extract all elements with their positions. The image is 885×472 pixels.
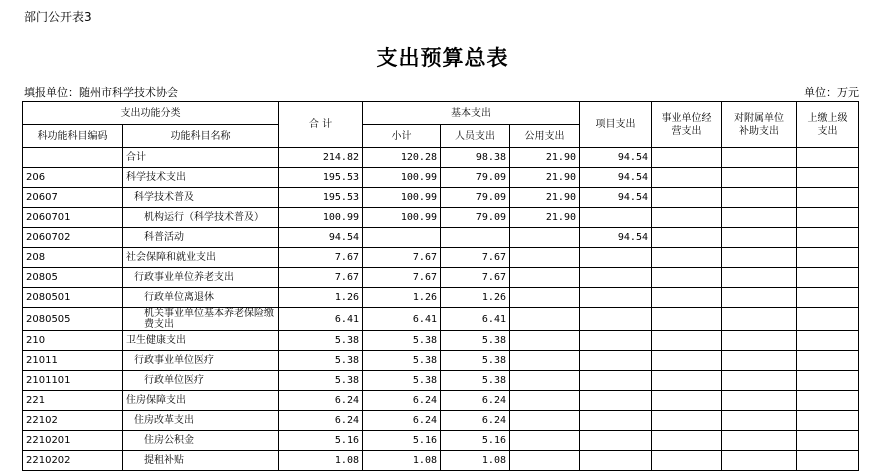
business-cell [652,288,722,308]
upper-cell [797,268,859,288]
upper-cell [797,288,859,308]
total-cell: 195.53 [279,188,363,208]
code-cell: 2080501 [23,288,123,308]
table-row [23,188,859,208]
code-cell [23,148,123,168]
project-cell: 94.54 [580,228,652,248]
subtotal-cell: 7.67 [363,268,441,288]
total-cell: 6.24 [279,391,363,411]
code-cell: 208 [23,248,123,268]
code-cell: 20805 [23,268,123,288]
code-cell: 210 [23,331,123,351]
code-cell: 221 [23,391,123,411]
project-cell [580,351,652,371]
subtotal-cell: 5.16 [363,431,441,451]
personnel-cell [441,228,510,248]
name-cell: 机构运行（科学技术普及） [123,208,279,228]
table-row [23,371,859,391]
personnel-header: 人员支出 [441,125,510,148]
name-cell: 住房改革支出 [123,411,279,431]
project-cell [580,288,652,308]
total-cell: 214.82 [279,148,363,168]
affiliated-cell [722,208,797,228]
table-row [23,331,859,351]
business-cell [652,188,722,208]
business-cell [652,411,722,431]
public-cell: 21.90 [510,208,580,228]
reporting-unit: 填报单位：随州市科学技术协会 [24,86,178,99]
public-cell [510,431,580,451]
affiliated-cell [722,148,797,168]
affiliated-cell [722,371,797,391]
personnel-cell: 79.09 [441,188,510,208]
upper-cell [797,188,859,208]
business-cell [652,351,722,371]
affiliated-cell [722,188,797,208]
upper-cell [797,308,859,331]
table-row [23,288,859,308]
personnel-cell: 6.24 [441,391,510,411]
business-cell [652,228,722,248]
func-class-header: 支出功能分类 [23,102,279,125]
table-row [23,391,859,411]
upper-cell [797,351,859,371]
upper-cell [797,391,859,411]
basic-header: 基本支出 [363,102,580,125]
project-cell [580,208,652,228]
upper-cell [797,431,859,451]
public-cell [510,248,580,268]
public-cell [510,268,580,288]
personnel-cell: 79.09 [441,208,510,228]
upper-cell [797,331,859,351]
business-cell [652,391,722,411]
table-row [23,228,859,248]
project-header: 项目支出 [580,102,652,148]
public-cell [510,451,580,471]
upper-cell [797,371,859,391]
public-cell: 21.90 [510,188,580,208]
public-cell: 21.90 [510,148,580,168]
code-cell: 2060701 [23,208,123,228]
affiliated-cell [722,411,797,431]
business-cell [652,248,722,268]
subtotal-header: 小计 [363,125,441,148]
personnel-cell: 5.16 [441,431,510,451]
total-cell: 100.99 [279,208,363,228]
total-cell: 7.67 [279,248,363,268]
public-cell [510,391,580,411]
total-cell: 195.53 [279,168,363,188]
personnel-cell: 1.26 [441,288,510,308]
name-cell: 提租补贴 [123,451,279,471]
total-header: 合 计 [279,102,363,148]
table-row [23,168,859,188]
personnel-cell: 5.38 [441,331,510,351]
personnel-cell: 79.09 [441,168,510,188]
code-cell: 2210202 [23,451,123,471]
total-cell: 5.16 [279,431,363,451]
affiliated-cell [722,331,797,351]
upper-cell [797,411,859,431]
project-cell: 94.54 [580,148,652,168]
budget-table [22,101,859,471]
affiliated-cell [722,351,797,371]
table-row [23,411,859,431]
total-cell: 1.26 [279,288,363,308]
personnel-cell: 1.08 [441,451,510,471]
public-cell [510,228,580,248]
subtotal-cell: 6.41 [363,308,441,331]
personnel-cell: 7.67 [441,248,510,268]
affiliated-cell [722,248,797,268]
upper-cell [797,228,859,248]
total-cell: 5.38 [279,351,363,371]
total-cell: 5.38 [279,371,363,391]
table-row [23,451,859,471]
name-header: 功能科目名称 [123,125,279,148]
total-cell: 94.54 [279,228,363,248]
code-cell: 20607 [23,188,123,208]
personnel-cell: 7.67 [441,268,510,288]
business-cell [652,331,722,351]
business-header: 事业单位经营支出 [652,102,722,148]
upper-cell [797,208,859,228]
table-row [23,248,859,268]
business-cell [652,431,722,451]
subtotal-cell: 5.38 [363,371,441,391]
project-cell: 94.54 [580,188,652,208]
business-cell [652,371,722,391]
subtotal-cell: 100.99 [363,168,441,188]
public-cell [510,411,580,431]
upper-cell [797,168,859,188]
total-cell: 5.38 [279,331,363,351]
name-cell: 科学技术支出 [123,168,279,188]
subtotal-cell: 6.24 [363,391,441,411]
code-cell: 2080505 [23,308,123,331]
subtotal-cell [363,228,441,248]
name-cell: 行政事业单位医疗 [123,351,279,371]
project-cell [580,451,652,471]
subtotal-cell: 5.38 [363,331,441,351]
project-cell [580,248,652,268]
personnel-cell: 5.38 [441,351,510,371]
total-cell: 6.41 [279,308,363,331]
name-cell: 科普活动 [123,228,279,248]
name-cell: 社会保障和就业支出 [123,248,279,268]
public-cell [510,308,580,331]
code-cell: 2210201 [23,431,123,451]
business-cell [652,451,722,471]
table-row [23,351,859,371]
table-row [23,208,859,228]
business-cell [652,148,722,168]
name-cell: 行政事业单位养老支出 [123,268,279,288]
subtotal-cell: 6.24 [363,411,441,431]
affiliated-cell [722,431,797,451]
name-cell: 住房公积金 [123,431,279,451]
affiliated-cell [722,168,797,188]
subtotal-cell: 7.67 [363,248,441,268]
subtotal-cell: 100.99 [363,208,441,228]
code-header: 科功能科目编码 [23,125,123,148]
name-cell: 行政单位离退休 [123,288,279,308]
personnel-cell: 5.38 [441,371,510,391]
personnel-cell: 98.38 [441,148,510,168]
upper-cell [797,248,859,268]
project-cell: 94.54 [580,168,652,188]
page-title: 支出预算总表 [376,45,509,70]
name-cell: 机关事业单位基本养老保险缴费支出 [123,308,279,331]
business-cell [652,208,722,228]
affiliated-cell [722,391,797,411]
upper-cell [797,451,859,471]
code-cell: 206 [23,168,123,188]
upper-cell [797,148,859,168]
affiliated-cell [722,268,797,288]
public-cell [510,351,580,371]
public-cell [510,371,580,391]
table-row [23,268,859,288]
affiliated-cell [722,288,797,308]
public-header: 公用支出 [510,125,580,148]
name-cell: 住房保障支出 [123,391,279,411]
project-cell [580,391,652,411]
affiliated-cell [722,451,797,471]
public-cell [510,288,580,308]
currency-unit: 单位：万元 [804,86,859,99]
public-cell: 21.90 [510,168,580,188]
project-cell [580,411,652,431]
subtotal-cell: 1.26 [363,288,441,308]
business-cell [652,168,722,188]
code-cell: 21011 [23,351,123,371]
total-cell: 1.08 [279,451,363,471]
project-cell [580,308,652,331]
table-row [23,308,859,331]
table-tag: 部门公开表3 [24,10,92,24]
personnel-cell: 6.24 [441,411,510,431]
project-cell [580,431,652,451]
public-cell [510,331,580,351]
name-cell: 卫生健康支出 [123,331,279,351]
total-cell: 7.67 [279,268,363,288]
project-cell [580,331,652,351]
name-cell: 合计 [123,148,279,168]
name-cell: 行政单位医疗 [123,371,279,391]
subtotal-cell: 100.99 [363,188,441,208]
subtotal-cell: 1.08 [363,451,441,471]
affiliated-cell [722,308,797,331]
upper-header: 上缴上级支出 [797,102,859,148]
subtotal-cell: 5.38 [363,351,441,371]
code-cell: 2060702 [23,228,123,248]
business-cell [652,268,722,288]
personnel-cell: 6.41 [441,308,510,331]
table-row [23,431,859,451]
name-cell: 科学技术普及 [123,188,279,208]
affiliated-header: 对附属单位补助支出 [722,102,797,148]
project-cell [580,268,652,288]
business-cell [652,308,722,331]
code-cell: 2101101 [23,371,123,391]
table-row [23,148,859,168]
affiliated-cell [722,228,797,248]
subtotal-cell: 120.28 [363,148,441,168]
code-cell: 22102 [23,411,123,431]
total-cell: 6.24 [279,411,363,431]
project-cell [580,371,652,391]
